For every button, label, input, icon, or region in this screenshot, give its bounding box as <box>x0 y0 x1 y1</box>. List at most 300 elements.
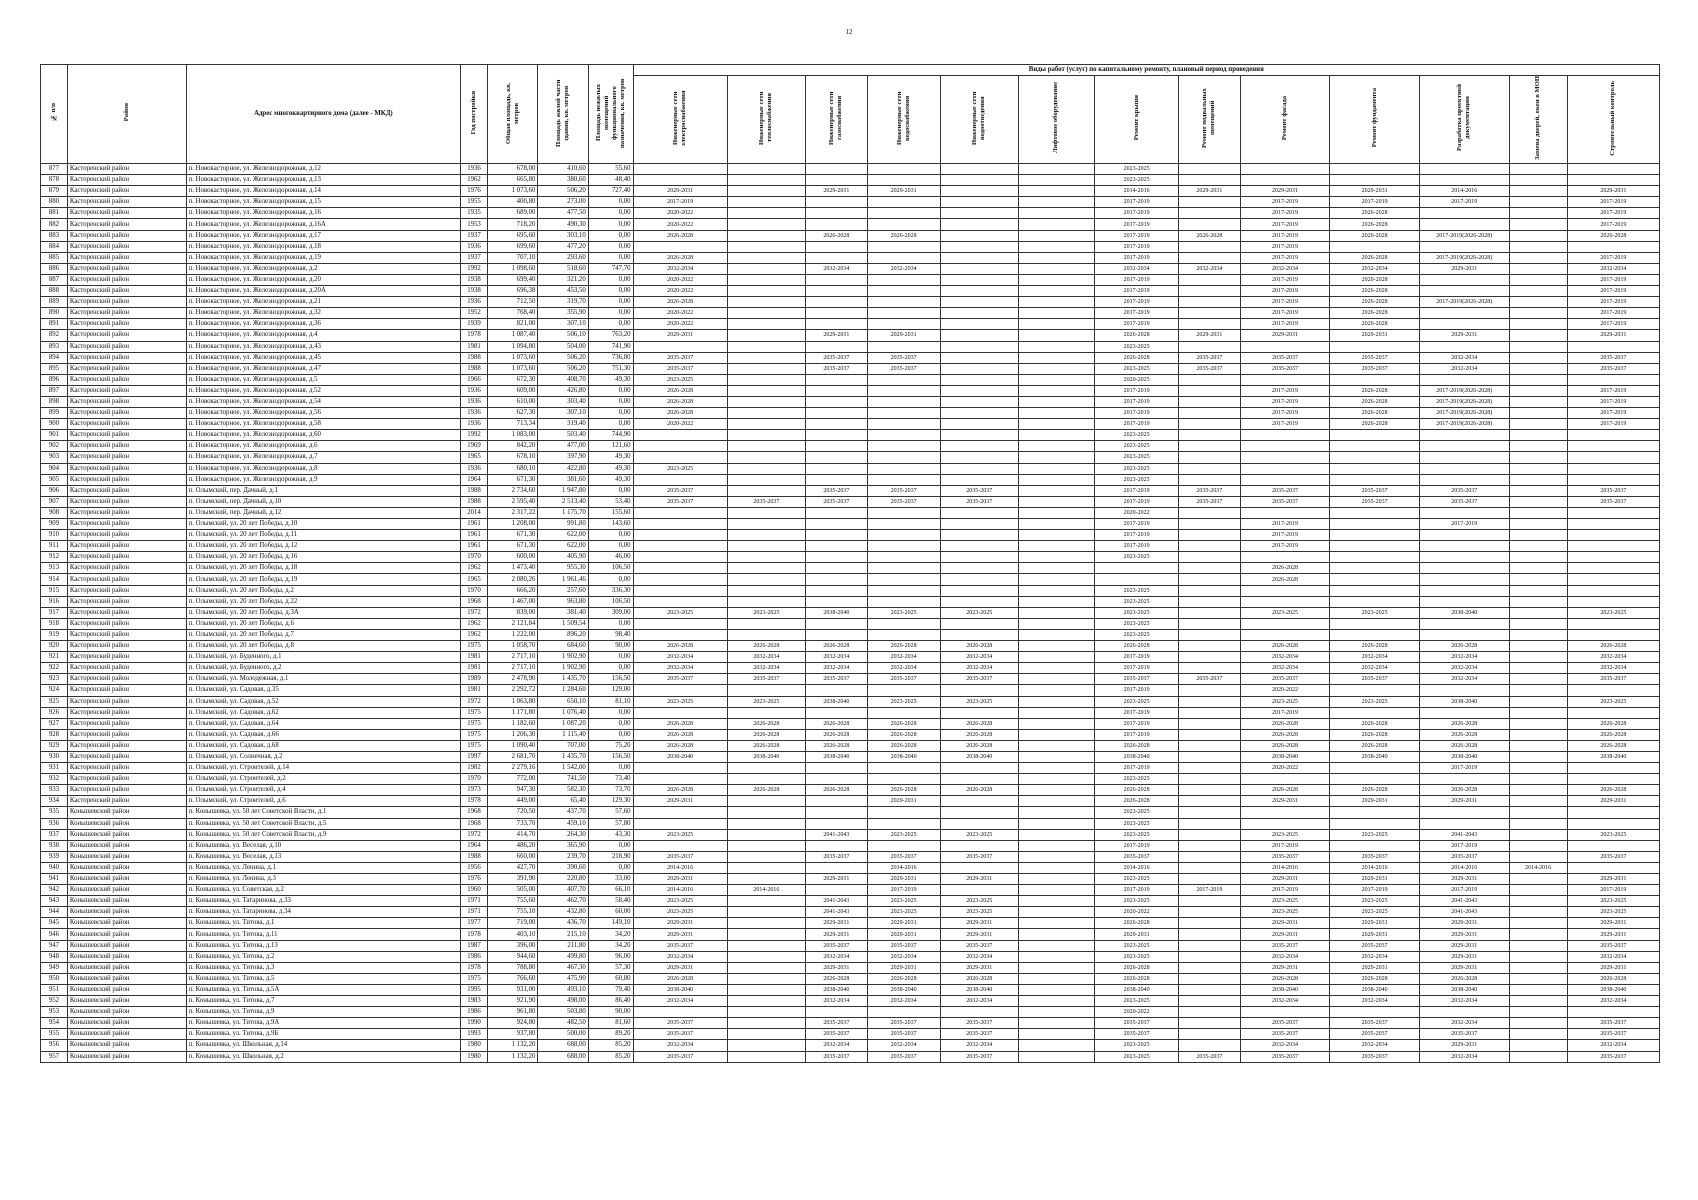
row-work-period: 2026-2028 <box>1095 962 1179 973</box>
row-work-period: 2020-2022 <box>1095 507 1179 518</box>
row-work-period: 2026-2028 <box>1330 740 1420 751</box>
row-work-period <box>633 763 727 774</box>
table-row <box>41 496 1660 507</box>
row-work-period: 2026-2028 <box>1330 396 1420 407</box>
row-work-period: 2026-2028 <box>806 740 868 751</box>
row-year: 1936 <box>461 385 488 396</box>
row-district: Касторенский район <box>67 618 186 629</box>
row-work-period <box>940 186 1018 197</box>
row-work-period: 2038-2040 <box>867 984 940 995</box>
row-work-period <box>1018 496 1094 507</box>
row-work-period: 2014-2016 <box>633 885 727 896</box>
row-work-period: 2029-2031 <box>1330 962 1420 973</box>
row-work-period: 2035-2037 <box>1419 851 1509 862</box>
row-work-period <box>1419 530 1509 541</box>
row-work-period <box>1018 474 1094 485</box>
row-year: 1938 <box>461 274 488 285</box>
row-area-nonliving: 34,20 <box>588 940 633 951</box>
row-work-period <box>1018 574 1094 585</box>
row-area-total: 689,00 <box>487 208 537 219</box>
row-work-period: 2029-2031 <box>1330 186 1420 197</box>
row-address: п. Олымский, ул. Садовая, д.35 <box>186 685 460 696</box>
row-work-period <box>1509 1018 1567 1029</box>
row-work-period <box>940 274 1018 285</box>
row-work-period: 2017-2019 <box>1240 530 1330 541</box>
row-area-living: 503,80 <box>538 1007 588 1018</box>
row-year: 1960 <box>461 885 488 896</box>
row-work-period <box>1179 685 1241 696</box>
row-work-period: 2023-2025 <box>1095 896 1179 907</box>
table-row <box>41 918 1660 929</box>
row-area-total: 2 681,70 <box>487 751 537 762</box>
row-work-period: 2023-2025 <box>1095 474 1179 485</box>
row-work-period <box>727 507 805 518</box>
header-work-5: Лифтовое оборудование <box>1018 76 1094 164</box>
row-work-period <box>940 208 1018 219</box>
row-district: Касторенский район <box>67 785 186 796</box>
row-area-nonliving: 0,00 <box>588 663 633 674</box>
row-work-period <box>727 874 805 885</box>
row-work-period <box>1018 552 1094 563</box>
row-area-total: 2 717,10 <box>487 663 537 674</box>
row-number: 885 <box>41 252 68 263</box>
row-work-period <box>1509 929 1567 940</box>
row-work-period <box>940 297 1018 308</box>
row-work-period: 2026-2028 <box>1567 230 1659 241</box>
row-address: п. Конышевка, ул. Титова, д.9А <box>186 1018 460 1029</box>
row-work-period <box>867 208 940 219</box>
row-work-period: 2023-2025 <box>633 896 727 907</box>
row-area-living: 273,00 <box>538 197 588 208</box>
row-work-period: 2026-2028 <box>633 252 727 263</box>
row-district: Касторенский район <box>67 563 186 574</box>
row-work-period <box>1509 707 1567 718</box>
row-work-period <box>1419 430 1509 441</box>
row-work-period: 2014-2016 <box>633 862 727 873</box>
row-work-period <box>867 596 940 607</box>
row-district: Касторенский район <box>67 696 186 707</box>
row-work-period: 2017-2019 <box>1240 419 1330 430</box>
row-work-period <box>1509 252 1567 263</box>
row-work-period: 2038-2040 <box>806 984 868 995</box>
row-work-period <box>727 230 805 241</box>
row-work-period: 2035-2037 <box>1240 485 1330 496</box>
row-work-period <box>1179 474 1241 485</box>
row-work-period: 2035-2037 <box>867 1029 940 1040</box>
row-work-period <box>1419 374 1509 385</box>
row-work-period <box>1018 1051 1094 1062</box>
row-work-period: 2032-2034 <box>633 263 727 274</box>
row-year: 1988 <box>461 851 488 862</box>
row-area-total: 391,90 <box>487 874 537 885</box>
row-work-period <box>1179 907 1241 918</box>
row-work-period: 2026-2028 <box>1567 641 1659 652</box>
row-work-period <box>806 308 868 319</box>
row-work-period: 2026-2028 <box>633 396 727 407</box>
row-work-period <box>1330 574 1420 585</box>
table-row <box>41 485 1660 496</box>
row-number: 950 <box>41 973 68 984</box>
row-work-period <box>1240 430 1330 441</box>
row-area-nonliving: 55,60 <box>588 164 633 175</box>
row-area-nonliving: 0,00 <box>588 385 633 396</box>
row-area-living: 1 435,70 <box>538 674 588 685</box>
row-work-period <box>1509 519 1567 530</box>
table-row <box>41 408 1660 419</box>
row-work-period <box>1419 585 1509 596</box>
row-work-period: 2035-2037 <box>806 1029 868 1040</box>
row-work-period <box>1330 552 1420 563</box>
row-work-period: 2026-2028 <box>1330 297 1420 308</box>
row-work-period: 2035-2037 <box>1330 674 1420 685</box>
table-row <box>41 618 1660 629</box>
row-work-period: 2017-2019 <box>1095 308 1179 319</box>
row-work-period <box>940 286 1018 297</box>
row-district: Касторенский район <box>67 430 186 441</box>
row-work-period: 2038-2040 <box>1330 984 1420 995</box>
row-work-period <box>1018 585 1094 596</box>
row-work-period: 2017-2019 <box>1095 541 1179 552</box>
row-work-period: 2035-2037 <box>1240 352 1330 363</box>
row-work-period: 2029-2031 <box>806 874 868 885</box>
row-work-period <box>1240 341 1330 352</box>
row-district: Конышевский район <box>67 1018 186 1029</box>
row-work-period <box>1509 352 1567 363</box>
row-work-period <box>1018 663 1094 674</box>
header-work-9: Ремонт фундамента <box>1330 76 1420 164</box>
row-work-period <box>1509 740 1567 751</box>
row-address: п. Олымский, ул. Садовая, д.52 <box>186 696 460 707</box>
row-number: 909 <box>41 519 68 530</box>
row-work-period <box>1179 541 1241 552</box>
row-work-period: 2035-2037 <box>633 674 727 685</box>
row-district: Касторенский район <box>67 763 186 774</box>
header-year: Год постройки <box>461 65 488 164</box>
row-work-period: 2023-2025 <box>633 607 727 618</box>
header-work-10: Разработка проектной документации <box>1419 76 1509 164</box>
row-work-period <box>1018 652 1094 663</box>
row-work-period: 2023-2025 <box>1567 696 1659 707</box>
row-address: п. Олымский, пер. Дачный, д.12 <box>186 507 460 518</box>
row-area-nonliving: 0,00 <box>588 618 633 629</box>
row-work-period: 2017-2019 <box>1419 519 1509 530</box>
row-area-total: 427,70 <box>487 862 537 873</box>
row-work-period: 2026-2028 <box>1179 230 1241 241</box>
row-number: 889 <box>41 297 68 308</box>
row-work-period: 2035-2037 <box>806 1051 868 1062</box>
row-work-period: 2029-2031 <box>867 874 940 885</box>
row-work-period <box>727 796 805 807</box>
row-work-period: 2035-2037 <box>1567 496 1659 507</box>
row-area-nonliving: 49,30 <box>588 452 633 463</box>
row-area-living: 321,20 <box>538 274 588 285</box>
row-area-nonliving: 60,80 <box>588 973 633 984</box>
row-work-period <box>727 297 805 308</box>
row-number: 922 <box>41 663 68 674</box>
row-work-period <box>1179 607 1241 618</box>
row-area-total: 707,10 <box>487 252 537 263</box>
row-work-period <box>806 574 868 585</box>
row-work-period <box>867 707 940 718</box>
row-address: п. Конышевка, ул. Титова, д.7 <box>186 996 460 1007</box>
row-work-period <box>633 541 727 552</box>
row-work-period: 2026-2028 <box>867 230 940 241</box>
row-work-period <box>1509 541 1567 552</box>
row-district: Касторенский район <box>67 208 186 219</box>
row-work-period: 2017-2019 <box>1240 396 1330 407</box>
row-district: Касторенский район <box>67 685 186 696</box>
row-number: 933 <box>41 785 68 796</box>
row-number: 943 <box>41 896 68 907</box>
row-work-period: 2023-2025 <box>1095 363 1179 374</box>
row-area-nonliving: 129,30 <box>588 796 633 807</box>
row-area-nonliving: 49,30 <box>588 474 633 485</box>
row-work-period: 2023-2025 <box>1095 951 1179 962</box>
row-work-period <box>1330 175 1420 186</box>
row-year: 2014 <box>461 507 488 518</box>
row-work-period: 2032-2034 <box>867 1040 940 1051</box>
row-work-period: 2032-2034 <box>1419 352 1509 363</box>
row-work-period: 2017-2019 <box>1240 197 1330 208</box>
row-work-period: 2038-2040 <box>806 696 868 707</box>
row-work-period <box>1419 308 1509 319</box>
row-work-period <box>727 485 805 496</box>
row-work-period <box>1018 197 1094 208</box>
row-work-period: 2029-2031 <box>1567 918 1659 929</box>
row-area-living: 499,80 <box>538 951 588 962</box>
row-work-period: 2026-2028 <box>727 718 805 729</box>
row-work-period <box>1179 807 1241 818</box>
row-work-period: 2029-2031 <box>940 929 1018 940</box>
row-work-period <box>940 408 1018 419</box>
row-work-period <box>1179 763 1241 774</box>
row-work-period: 2035-2037 <box>1567 851 1659 862</box>
row-work-period <box>806 818 868 829</box>
row-work-period: 2035-2037 <box>1330 496 1420 507</box>
row-work-period: 2041-2043 <box>806 896 868 907</box>
row-area-nonliving: 0,00 <box>588 396 633 407</box>
row-work-period <box>867 374 940 385</box>
row-district: Касторенский район <box>67 396 186 407</box>
row-work-period <box>940 164 1018 175</box>
row-work-period <box>940 452 1018 463</box>
row-work-period <box>1419 596 1509 607</box>
row-work-period <box>867 297 940 308</box>
row-year: 1956 <box>461 862 488 873</box>
row-area-living: 506,20 <box>538 186 588 197</box>
row-year: 1935 <box>461 208 488 219</box>
row-work-period: 2038-2040 <box>1095 751 1179 762</box>
row-district: Касторенский район <box>67 707 186 718</box>
row-address: п. Олымский, ул. Строителей, д.14 <box>186 763 460 774</box>
table-row <box>41 774 1660 785</box>
row-area-total: 755,10 <box>487 907 537 918</box>
row-address: п. Новокасторное, ул. Железнодорожная, д.13 <box>186 175 460 186</box>
row-year: 1936 <box>461 463 488 474</box>
row-work-period <box>1179 874 1241 885</box>
table-row <box>41 363 1660 374</box>
table-row <box>41 541 1660 552</box>
row-address: п. Конышевка, ул. Титова, д.5 <box>186 973 460 984</box>
row-work-period <box>1419 219 1509 230</box>
row-work-period: 2029-2031 <box>633 929 727 940</box>
row-work-period: 2035-2037 <box>1330 352 1420 363</box>
row-address: п. Новокасторное, ул. Железнодорожная, д.8 <box>186 463 460 474</box>
row-area-total: 1 087,40 <box>487 330 537 341</box>
row-number: 952 <box>41 996 68 1007</box>
row-work-period: 2017-2019 <box>1095 419 1179 430</box>
row-work-period <box>1018 618 1094 629</box>
row-number: 906 <box>41 485 68 496</box>
table-row <box>41 973 1660 984</box>
row-address: п. Олымский, ул. Садовая, д.62 <box>186 707 460 718</box>
row-area-nonliving: 143,60 <box>588 519 633 530</box>
row-area-nonliving: 0,00 <box>588 408 633 419</box>
row-work-period: 2026-2028 <box>1330 973 1420 984</box>
row-address: п. Конышевка, ул. Титова, д.13 <box>186 940 460 951</box>
row-work-period: 2023-2025 <box>1330 607 1420 618</box>
row-work-period <box>867 763 940 774</box>
row-work-period <box>1509 219 1567 230</box>
row-work-period <box>1018 996 1094 1007</box>
row-work-period <box>1179 286 1241 297</box>
row-area-living: 1 902,90 <box>538 663 588 674</box>
row-work-period <box>727 862 805 873</box>
row-work-period: 2017-2019(2026-2028) <box>1419 252 1509 263</box>
row-work-period <box>1179 984 1241 995</box>
row-work-period: 2035-2037 <box>1095 1029 1179 1040</box>
row-work-period <box>1018 419 1094 430</box>
row-work-period: 2029-2031 <box>806 186 868 197</box>
row-address: п. Новокасторное, ул. Железнодорожная, д.4 <box>186 330 460 341</box>
row-work-period: 2041-2043 <box>1419 829 1509 840</box>
row-number: 896 <box>41 374 68 385</box>
row-work-period <box>727 1051 805 1062</box>
row-work-period: 2017-2019 <box>1567 419 1659 430</box>
row-area-total: 609,00 <box>487 385 537 396</box>
row-work-period: 2023-2025 <box>940 607 1018 618</box>
row-district: Касторенский район <box>67 341 186 352</box>
row-work-period <box>1018 696 1094 707</box>
row-work-period <box>940 197 1018 208</box>
row-work-period: 2035-2037 <box>867 1051 940 1062</box>
row-address: п. Новокасторное, ул. Железнодорожная, д.43 <box>186 341 460 352</box>
row-area-nonliving: 0,00 <box>588 241 633 252</box>
row-year: 1936 <box>461 396 488 407</box>
row-work-period <box>940 352 1018 363</box>
row-work-period <box>806 774 868 785</box>
row-year: 1952 <box>461 308 488 319</box>
row-work-period: 2032-2034 <box>1567 663 1659 674</box>
row-area-total: 921,90 <box>487 996 537 1007</box>
row-address: п. Новокасторное, ул. Железнодорожная, д.18 <box>186 241 460 252</box>
row-work-period: 2035-2037 <box>867 851 940 862</box>
row-work-period <box>1330 563 1420 574</box>
row-work-period <box>1330 341 1420 352</box>
row-work-period <box>1179 164 1241 175</box>
row-work-period <box>1419 707 1509 718</box>
table-row <box>41 1029 1660 1040</box>
table-row <box>41 463 1660 474</box>
row-work-period <box>1179 663 1241 674</box>
row-area-living: 1 435,70 <box>538 751 588 762</box>
row-work-period <box>727 241 805 252</box>
row-work-period <box>727 396 805 407</box>
row-number: 918 <box>41 618 68 629</box>
row-work-period <box>940 463 1018 474</box>
row-work-period: 2038-2040 <box>940 984 1018 995</box>
row-district: Конышевский район <box>67 918 186 929</box>
row-work-period <box>806 374 868 385</box>
row-district: Касторенский район <box>67 385 186 396</box>
row-work-period: 2035-2037 <box>806 352 868 363</box>
row-work-period <box>727 1029 805 1040</box>
row-area-living: 436,70 <box>538 918 588 929</box>
row-work-period: 2032-2034 <box>806 652 868 663</box>
row-work-period: 2035-2037 <box>940 851 1018 862</box>
row-number: 898 <box>41 396 68 407</box>
row-work-period: 2014-2016 <box>1095 862 1179 873</box>
table-row <box>41 164 1660 175</box>
row-work-period: 2017-2019 <box>1095 685 1179 696</box>
row-work-period <box>867 341 940 352</box>
row-number: 893 <box>41 341 68 352</box>
row-year: 1975 <box>461 973 488 984</box>
row-work-period: 2026-2028 <box>1330 252 1420 263</box>
row-area-nonliving: 0,00 <box>588 652 633 663</box>
row-work-period <box>1509 263 1567 274</box>
row-district: Конышевский район <box>67 1007 186 1018</box>
row-work-period <box>1179 319 1241 330</box>
row-number: 888 <box>41 286 68 297</box>
row-area-living: 407,70 <box>538 885 588 896</box>
row-work-period <box>806 585 868 596</box>
table-row <box>41 929 1660 940</box>
row-number: 901 <box>41 430 68 441</box>
row-district: Конышевский район <box>67 940 186 951</box>
row-area-total: 821,00 <box>487 319 537 330</box>
row-work-period: 2035-2037 <box>1240 1018 1330 1029</box>
row-work-period: 2026-2028 <box>727 740 805 751</box>
row-work-period: 2023-2025 <box>633 463 727 474</box>
row-work-period <box>1509 641 1567 652</box>
row-work-period <box>1330 441 1420 452</box>
row-work-period: 2038-2040 <box>1419 984 1509 995</box>
row-work-period <box>1018 896 1094 907</box>
row-work-period <box>1567 618 1659 629</box>
row-work-period <box>1567 241 1659 252</box>
row-work-period: 2035-2037 <box>867 496 940 507</box>
row-area-living: 220,80 <box>538 874 588 885</box>
row-work-period <box>1179 441 1241 452</box>
row-work-period <box>633 807 727 818</box>
row-work-period: 2017-2019 <box>1095 729 1179 740</box>
row-work-period <box>1509 319 1567 330</box>
row-work-period <box>1509 618 1567 629</box>
row-work-period: 2035-2037 <box>1179 674 1241 685</box>
table-row <box>41 607 1660 618</box>
row-area-living: 303,10 <box>538 230 588 241</box>
row-area-total: 1 063,80 <box>487 696 537 707</box>
row-work-period <box>867 408 940 419</box>
row-address: п. Конышевка, ул. Веселая, д.10 <box>186 840 460 851</box>
row-district: Касторенский район <box>67 252 186 263</box>
row-work-period: 2026-2028 <box>633 385 727 396</box>
row-area-nonliving: 0,00 <box>588 274 633 285</box>
row-work-period <box>1179 929 1241 940</box>
row-work-period: 2026-2028 <box>1240 563 1330 574</box>
row-work-period: 2014-2016 <box>1330 862 1420 873</box>
